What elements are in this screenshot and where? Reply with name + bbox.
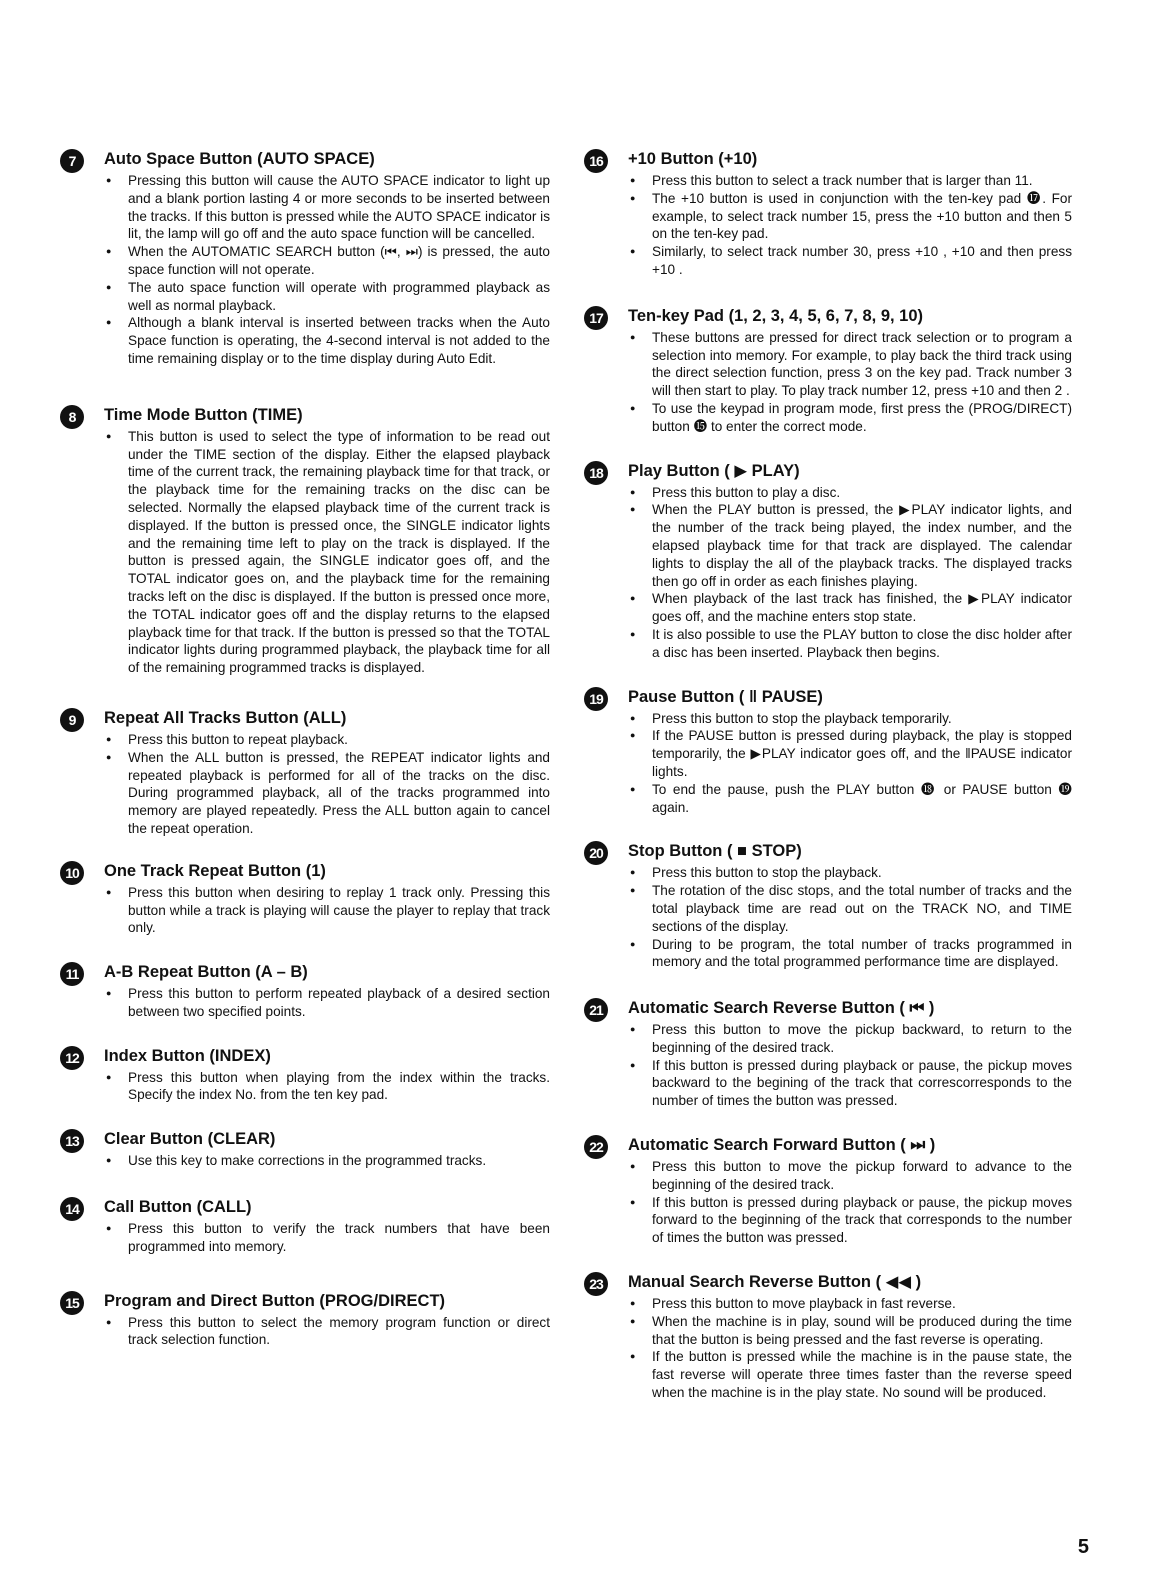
section-title: Manual Search Reverse Button ( ◀◀ ) xyxy=(628,1273,922,1292)
section-title: Stop Button ( ■ STOP) xyxy=(628,842,802,861)
section-prog-direct xyxy=(60,1290,550,1350)
section-clear xyxy=(60,1128,550,1170)
list-item: ● When the ALL button is pressed, the REPEAT indicator lights and repeated playback is performed for all of the tracks on the disc. During programmed playback, all of the tracks programmed into memory are played repeatedly. Press the ALL button again to cancel the repeat operation. xyxy=(128,749,550,838)
section-title: Repeat All Tracks Button (ALL) xyxy=(104,708,347,727)
list-item: ● Press this button to move the pickup forward to advance to the beginning of the desired track. xyxy=(652,1158,1072,1194)
section-call xyxy=(60,1196,550,1256)
section-title: Program and Direct Button (PROG/DIRECT) xyxy=(104,1291,446,1310)
list-item: ● Pressing this button will cause the AUTO SPACE indicator to light up and a blank portion lasting 4 or more seconds to be inserted between the tracks. If this button is pressed while the AUTO SPACE indicator is lit, the lamp will go off and the auto space function will be cancelled. xyxy=(128,172,550,243)
section-number-badge: 18 xyxy=(584,461,608,485)
list-item: ● When the machine is in play, sound will be produced during the time that the button is being pressed and the fast reverse is operating. xyxy=(652,1313,1072,1349)
list-item: ● Press this button to repeat playback. xyxy=(128,731,550,749)
list-item: ● This button is used to select the type of information to be read out under the TIME section of the display. Either the elapsed playback time of the current track, the remaining playback time for that track, or the playback time for the remaining tracks on the disc can be selected. Normally the elapsed playback time of the current track is displayed. If the button is pressed once, the SINGLE indicator lights and the remaining time left to play on the track is displayed. If the button is pressed again, the SINGLE indicator goes off, and the TOTAL indicator goes on, and the playback time for the remaining tracks left on the disc is displayed. If the button is pressed once more, the TOTAL indicator goes off and the display returns to the elapsed playback time for that track. If the button is pressed so that the TOTAL indicator lights during programmed playback, the playback time for all of the remaining programmed tracks is displayed. xyxy=(128,428,550,677)
list-item: ● Press this button to move the pickup backward, to return to the beginning of the desired track. xyxy=(652,1021,1072,1057)
section-plus-ten xyxy=(584,148,1072,279)
bullet-list xyxy=(104,1314,550,1350)
list-item: ● If this button is pressed during playback or pause, the pickup moves forward to the beginning of the track that corresponds to the number of times the button was pressed. xyxy=(652,1194,1072,1247)
section-title: Ten-key Pad (1, 2, 3, 4, 5, 6, 7, 8, 9, 10) xyxy=(628,306,924,325)
section-number-badge: 21 xyxy=(584,998,608,1022)
bullet-list xyxy=(628,864,1072,971)
bullet-list xyxy=(104,1220,550,1256)
section-one-track-repeat xyxy=(60,860,550,937)
section-title: Call Button (CALL) xyxy=(104,1198,252,1217)
bullet-list xyxy=(628,1021,1072,1110)
list-item: ● When playback of the last track has finished, the ▶PLAY indicator goes off, and the machine enters stop state. xyxy=(652,590,1072,626)
section-stop xyxy=(584,840,1072,971)
list-item: ● The auto space function will operate with programmed playback as well as normal playback. xyxy=(128,279,550,315)
list-item: ● Press this button to stop the playback temporarily. xyxy=(652,710,1072,728)
section-repeat-all xyxy=(60,707,550,838)
list-item: ● Although a blank interval is inserted between tracks when the Auto Space function is operating, the 4-second interval is not added to the time remaining display or to the time display during Auto Edit. xyxy=(128,314,550,367)
list-item: ● To end the pause, push the PLAY button ⓲ or PAUSE button ⓳ again. xyxy=(652,781,1072,817)
left-column xyxy=(60,148,550,1349)
section-number-badge: 8 xyxy=(60,405,84,429)
bullet-list xyxy=(628,484,1072,662)
list-item: ● Press this button when playing from the index within the tracks. Specify the index No. from the ten key pad. xyxy=(128,1069,550,1105)
list-item: ● When the AUTOMATIC SEARCH button (⏮, ⏭) is pressed, the auto space function will not operate. xyxy=(128,243,550,279)
section-number-badge: 19 xyxy=(584,687,608,711)
section-number-badge: 11 xyxy=(60,962,84,986)
list-item: ● Press this button to stop the playback. xyxy=(652,864,1072,882)
bullet-list xyxy=(628,172,1072,279)
section-number-badge: 10 xyxy=(60,861,84,885)
section-number-badge: 9 xyxy=(60,708,84,732)
list-item: ● The +10 button is used in conjunction with the ten-key pad ⓱. For example, to select track number 15, press the +10 button and then 5 on the ten-key pad. xyxy=(652,190,1072,243)
section-auto-search-forward xyxy=(584,1134,1072,1247)
bullet-list xyxy=(104,172,550,368)
section-number-badge: 12 xyxy=(60,1046,84,1070)
section-number-badge: 17 xyxy=(584,306,608,330)
right-column xyxy=(584,148,1072,1402)
list-item: ● The rotation of the disc stops, and the total number of tracks and the total playback time are read out on the TRACK NO, and TIME sections of the display. xyxy=(652,882,1072,935)
list-item: ● It is also possible to use the PLAY button to close the disc holder after a disc has been inserted. Playback then begins. xyxy=(652,626,1072,662)
list-item: ● If this button is pressed during playback or pause, the pickup moves backward to the begining of the track that correscorresponds to the number of times the button was pressed. xyxy=(652,1057,1072,1110)
bullet-list xyxy=(628,710,1072,817)
bullet-list xyxy=(628,1295,1072,1402)
section-number-badge: 20 xyxy=(584,841,608,865)
bullet-list xyxy=(628,329,1072,436)
section-title: +10 Button (+10) xyxy=(628,150,758,168)
section-manual-search-reverse xyxy=(584,1271,1072,1402)
section-auto-space xyxy=(60,148,550,368)
list-item: ● Similarly, to select track number 30, press +10 , +10 and then press +10 . xyxy=(652,243,1072,279)
section-number-badge: 22 xyxy=(584,1135,608,1159)
list-item: ● Press this button to move playback in fast reverse. xyxy=(652,1295,1072,1313)
section-title: Time Mode Button (TIME) xyxy=(104,405,303,424)
section-play xyxy=(584,460,1072,662)
page-number: 5 xyxy=(1077,1536,1089,1558)
section-title: Pause Button ( ‖ PAUSE) xyxy=(628,687,823,706)
section-number-badge: 15 xyxy=(60,1291,84,1315)
list-item: ● Press this button when desiring to replay 1 track only. Pressing this button while a track is playing will cause the player to replay that track only. xyxy=(128,884,550,937)
section-title: Auto Space Button (AUTO SPACE) xyxy=(104,150,375,168)
section-auto-search-reverse xyxy=(584,997,1072,1110)
bullet-list xyxy=(104,1069,550,1105)
list-item: ● Press this button to verify the track numbers that have been programmed into memory. xyxy=(128,1220,550,1256)
bullet-list xyxy=(104,884,550,937)
section-number-badge: 13 xyxy=(60,1129,84,1153)
section-title: Index Button (INDEX) xyxy=(104,1046,271,1065)
section-title: One Track Repeat Button (1) xyxy=(104,861,326,880)
section-title: Automatic Search Forward Button ( ⏭ ) xyxy=(628,1136,936,1155)
list-item: ● These buttons are pressed for direct track selection or to program a selection into memory. For example, to play back the third track using the direct selection function, press 3 on the key pad. Track number 3 will then start to play. To play track number 12, press +10 and then 2 . xyxy=(652,329,1072,400)
list-item: ● When the PLAY button is pressed, the ▶PLAY indicator lights, and the number of the track being played, the index number, and the elapsed playback time for that track are displayed. The calendar lights to display the all of the playback tracks. The displayed tracks then go off in order as each finishes playing. xyxy=(652,501,1072,590)
list-item: ● If the button is pressed while the machine is in the pause state, the fast reverse will operate three times faster than the reverse speed when the machine is in the play state. No sound will be produced. xyxy=(652,1348,1072,1401)
list-item: ● Press this button to select the memory program function or direct track selection function. xyxy=(128,1314,550,1350)
section-index xyxy=(60,1045,550,1105)
bullet-list xyxy=(104,731,550,838)
bullet-list xyxy=(104,1152,550,1170)
bullet-list xyxy=(104,985,550,1021)
bullet-list xyxy=(628,1158,1072,1247)
section-title: Automatic Search Reverse Button ( ⏮ ) xyxy=(628,999,935,1018)
list-item: ● Press this button to perform repeated playback of a desired section between two specified points. xyxy=(128,985,550,1021)
list-item: ● Use this key to make corrections in the programmed tracks. xyxy=(128,1152,550,1170)
list-item: ● Press this button to play a disc. xyxy=(652,484,1072,502)
section-number-badge: 23 xyxy=(584,1272,608,1296)
section-title: Play Button ( ▶ PLAY) xyxy=(628,461,800,480)
bullet-list xyxy=(104,428,550,677)
section-number-badge: 7 xyxy=(60,149,84,173)
section-ab-repeat xyxy=(60,961,550,1021)
section-pause xyxy=(584,686,1072,817)
section-time-mode xyxy=(60,404,550,677)
list-item: ● If the PAUSE button is pressed during playback, the play is stopped temporarily, the ▶PLAY indicator goes off, and the ‖PAUSE indicator lights. xyxy=(652,727,1072,780)
list-item: ● Press this button to select a track number that is larger than 11. xyxy=(652,172,1072,190)
section-number-badge: 16 xyxy=(584,149,608,173)
list-item: ● To use the keypad in program mode, first press the (PROG/DIRECT) button ⓯ to enter the correct mode. xyxy=(652,400,1072,436)
section-title: A-B Repeat Button (A – B) xyxy=(104,963,308,982)
section-ten-key-pad xyxy=(584,305,1072,436)
section-number-badge: 14 xyxy=(60,1197,84,1221)
section-title: Clear Button (CLEAR) xyxy=(104,1130,276,1149)
list-item: ● During to be program, the total number of tracks programmed in memory and the total programmed performance time are displayed. xyxy=(652,936,1072,972)
